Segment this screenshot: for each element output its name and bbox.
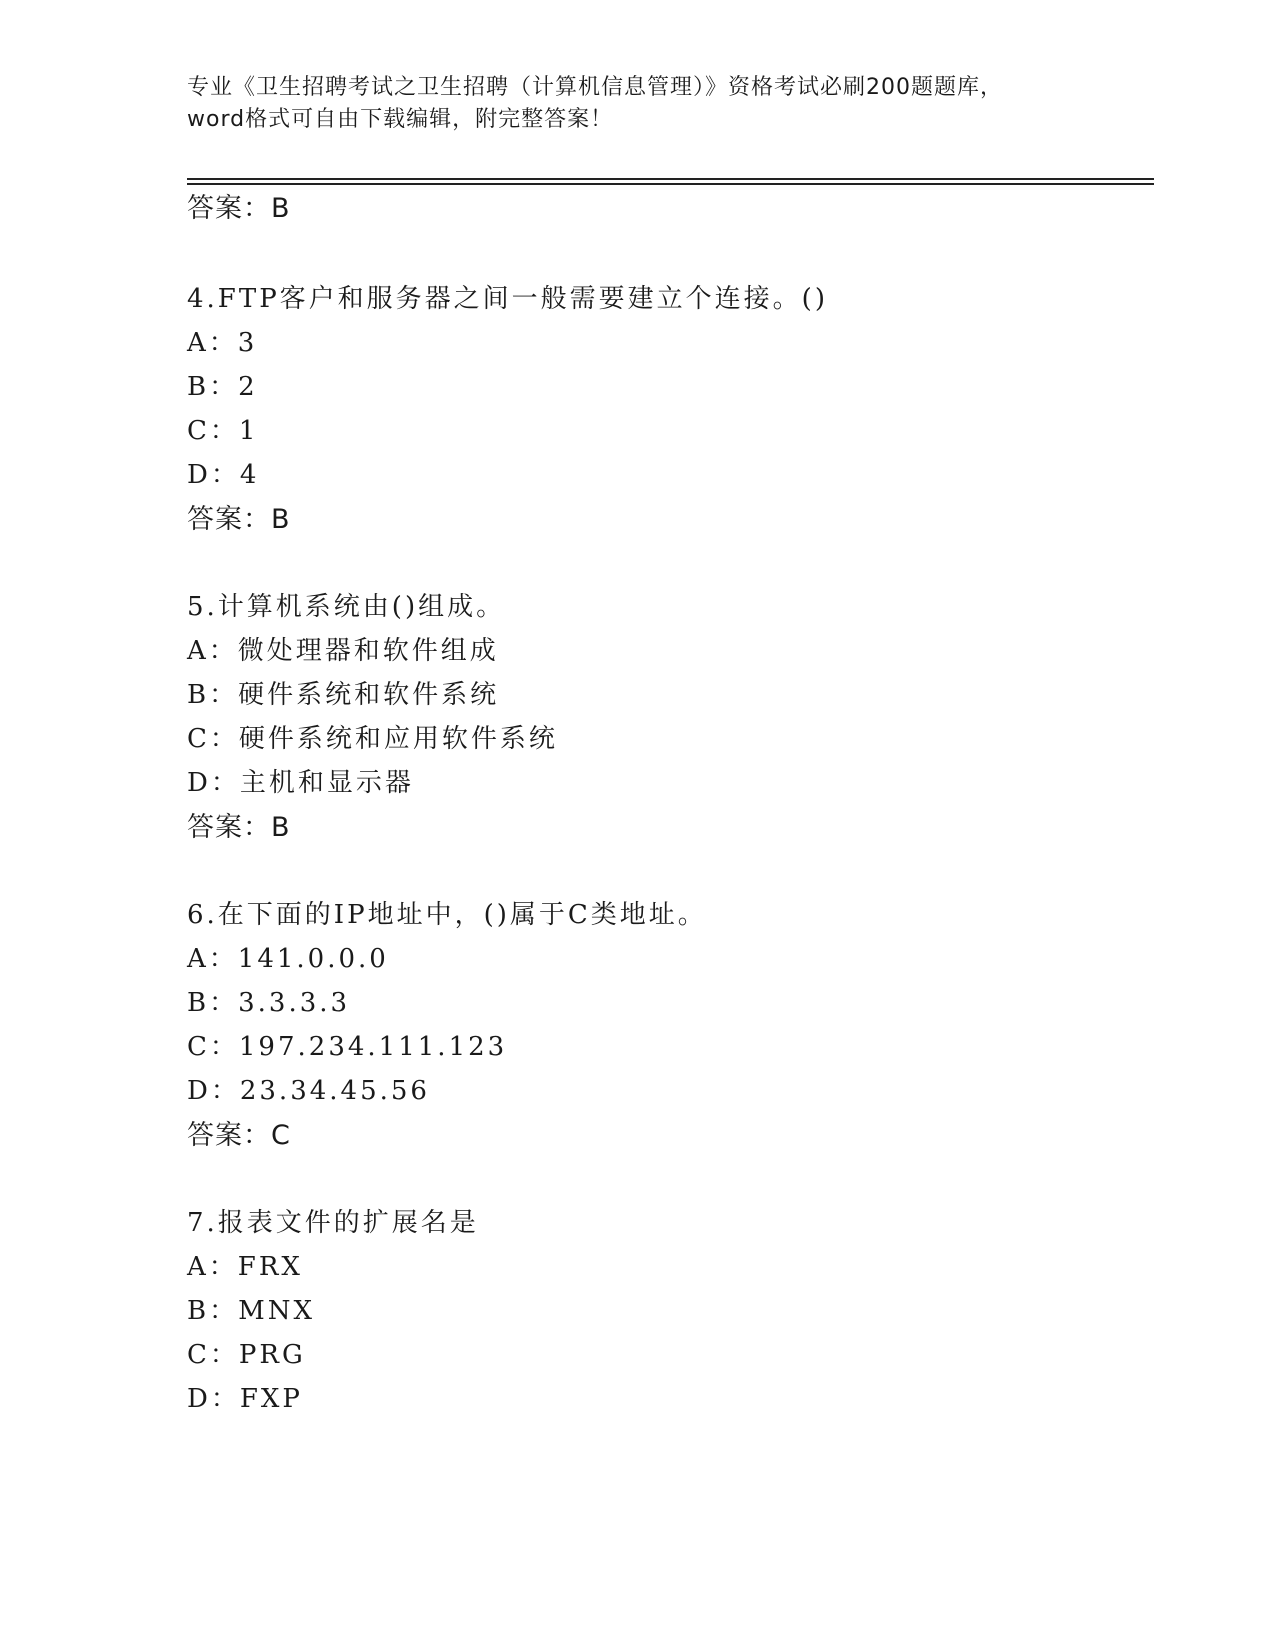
question-5-stem: 5.计算机系统由()组成。 bbox=[187, 592, 506, 622]
question-4-option-d: D：4 bbox=[187, 460, 260, 490]
question-7-option-b: B：MNX bbox=[187, 1296, 315, 1326]
header-line-1: 专业《卫生招聘考试之卫生招聘（计算机信息管理）》资格考试必刷200题题库， bbox=[187, 75, 1003, 100]
header-divider-top bbox=[187, 178, 1154, 180]
question-5-option-c: C：硬件系统和应用软件系统 bbox=[187, 724, 558, 754]
question-6-stem: 6.在下面的IP地址中，()属于C类地址。 bbox=[187, 900, 707, 930]
question-7-option-d: D：FXP bbox=[187, 1384, 303, 1414]
question-7-option-c: C：PRG bbox=[187, 1340, 306, 1370]
question-4-option-c: C：1 bbox=[187, 416, 259, 446]
question-4-answer: 答案：B bbox=[187, 504, 291, 535]
question-6-option-a: A：141.0.0.0 bbox=[187, 944, 389, 974]
question-5-option-d: D：主机和显示器 bbox=[187, 768, 414, 798]
question-5-option-a: A：微处理器和软件组成 bbox=[187, 636, 499, 666]
question-6-option-d: D：23.34.45.56 bbox=[187, 1076, 430, 1106]
header-line-2: word格式可自由下载编辑，附完整答案！ bbox=[187, 107, 614, 132]
question-6-option-c: C：197.234.111.123 bbox=[187, 1032, 508, 1062]
question-5-answer: 答案：B bbox=[187, 812, 291, 843]
document-header bbox=[187, 72, 1087, 136]
question-7-stem: 7.报表文件的扩展名是 bbox=[187, 1208, 479, 1238]
header-divider-bottom bbox=[187, 183, 1154, 185]
answer-prev-question: 答案：B bbox=[187, 193, 291, 224]
question-4-stem: 4.FTP客户和服务器之间一般需要建立个连接。() bbox=[187, 284, 828, 314]
question-7-option-a: A：FRX bbox=[187, 1252, 303, 1282]
question-4-option-b: B：2 bbox=[187, 372, 258, 402]
question-4-option-a: A：3 bbox=[187, 328, 258, 358]
question-5-option-b: B：硬件系统和软件系统 bbox=[187, 680, 500, 710]
question-6-answer: 答案：C bbox=[187, 1120, 291, 1151]
question-6-option-b: B：3.3.3.3 bbox=[187, 988, 351, 1018]
